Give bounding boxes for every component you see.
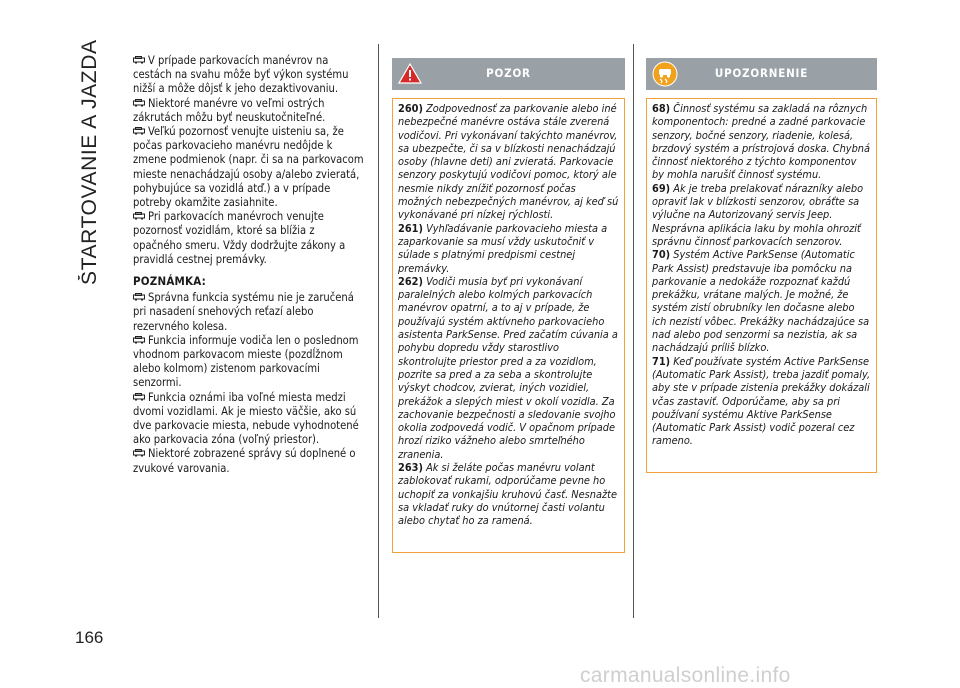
item-text: Ak je treba prelakovať nárazníky alebo opraviť lak v blízkosti senzorov, obráťte sa výlučne na Autorizovaný servis Jeep. Nesprávna aplikácia laku by mohla ohroziť správnu činnosť parkovacích senzorov. <box>652 181 864 248</box>
note-paragraph <box>133 391 365 448</box>
item-text: Zodpovednosť za parkovanie alebo iné nebezpečné manévre ostáva stále zverená vodičovi. Pri vykonávaní takýchto manévrov, sa ubezpečte, či sa v blízkosti nenachádzajú osoby (hlavne deti) ani zvieratá. Parkovacie senzory poskytujú vodičovi pomoc, ktorý ale nesmie nikdy znížiť pozornosť počas možných nebezpečných manévrov, aj keď sú vykonávané pri nízkej rýchlosti. <box>398 102 619 222</box>
upozornenie-box <box>646 98 877 473</box>
car-skid-icon <box>652 61 678 87</box>
warning-triangle-icon <box>398 63 422 84</box>
pozor-box <box>392 98 625 553</box>
paragraph <box>133 54 365 97</box>
car-bullet-icon <box>133 56 145 64</box>
item-number: 260) <box>398 102 423 115</box>
column-divider <box>378 44 379 618</box>
paragraph-text: Správna funkcia systému nie je zaručená pri nasadení snehových reťazí alebo rezervného kolesa. <box>133 291 354 333</box>
pozor-title: POZOR <box>486 66 531 80</box>
item-text: Ak si želáte počas manévru volant zablokovať rukami, odporúčame pevne ho uchopiť za vonkajšiu kruhovú časť. Nesnažte sa vkladať ruky do vnútornej časti volantu alebo chytať ho za ramená. <box>398 461 617 528</box>
upozornenie-header <box>646 58 877 90</box>
paragraph-text: Niektoré zobrazené správy sú doplnené o zvukové varovania. <box>133 447 356 475</box>
paragraph <box>133 125 365 210</box>
paragraph-text: Niektoré manévre vo veľmi ostrých zákrutách môžu byť neuskutočniteľné. <box>133 96 326 124</box>
item-number: 263) <box>398 461 423 475</box>
caution-item <box>652 248 871 354</box>
upozornenie-title: UPOZORNENIE <box>714 66 809 80</box>
item-number: 262) <box>398 274 423 288</box>
paragraph-text: Funkcia oznámi iba voľné miesta medzi dvomi vozidlami. Ak je miesto väčšie, ako sú dve parkovacie miesta, nebude vyhodnotené ako parkovacia zóna (voľný priestor). <box>133 390 359 447</box>
item-text: Vodiči musia byť pri vykonávaní paralelných alebo kolmých parkovacích manévrov opatrní, a to aj v prípade, že používajú systém aktívneho parkovacieho asistenta ParkSense. Pred začatím cúvania a pohybu dopredu vždy starostlivo skontrolujte priestor pred a za vozidlom, pozrite sa pred a za seba a skontrolujte výskyt chodcov, zvierat, iných vozidiel, prekážok a slepých miest v okolí vozidla. Za zachovanie bezpečnosti a sledovanie svojho okolia zodpovedá vodič. V opačnom prípade hrozí riziko vážneho alebo smrteľného zranenia. <box>398 274 618 461</box>
note-heading: POZNÁMKA: <box>133 274 207 289</box>
car-bullet-icon <box>133 99 145 107</box>
paragraph-text: Pri parkovacích manévroch venujte pozornosť vozidlám, ktoré sa blížia z opačného smeru. Vždy dodržujte zákony a pravidlá cestnej premávky. <box>133 210 346 266</box>
main-text-column <box>133 54 365 476</box>
watermark: carmanualsonline.info <box>580 664 791 687</box>
item-number: 70) <box>652 248 671 262</box>
pozor-header <box>392 58 625 90</box>
paragraph <box>133 210 365 267</box>
warning-item <box>398 461 619 527</box>
note-paragraph <box>133 291 365 334</box>
note-paragraph <box>133 447 365 475</box>
warning-item <box>398 102 619 222</box>
item-number: 261) <box>398 221 423 235</box>
warning-item <box>398 222 619 275</box>
paragraph <box>133 97 365 125</box>
car-bullet-icon <box>133 212 145 220</box>
column-divider <box>633 44 634 618</box>
caution-item <box>652 102 871 182</box>
item-text: Keď používate systém Active ParkSense (Automatic Park Assist), treba jazdiť pomaly, aby ste v prípade zistenia prekážky dokázali včas zastaviť. Odporúčame, aby sa pri používaní systému Aktive ParkSense (Automatic Park Assist) vodič pozeral cez rameno. <box>652 354 871 448</box>
item-number: 71) <box>652 354 671 368</box>
car-bullet-icon <box>133 449 145 457</box>
paragraph-text: Funkcia informuje vodiča len o poslednom vhodnom parkovacom mieste (pozdĺžnom alebo kolmom) zistenom parkovacími senzormi. <box>133 333 359 390</box>
note-paragraph <box>133 334 365 391</box>
car-bullet-icon <box>133 336 145 344</box>
page-number: 166 <box>75 628 104 647</box>
item-text: Systém Active ParkSense (Automatic Park Assist) predstavuje iba pomôcku na parkovanie a nedokáže rozpoznať každú prekážku, vrátane malých. Je možné, že systém zistí obrubníky len dočasne alebo ich nezistí vôbec. Prekážky nachádzajúce sa nad alebo pod senzormi sa nezistia, ak sa nachádzajú príliš blízko. <box>652 248 870 355</box>
car-bullet-icon <box>133 127 145 135</box>
paragraph-text: V prípade parkovacích manévrov na cestách na svahu môže byť výkon systému nižší a môže dôjsť k jeho dezaktivovaniu. <box>133 54 349 96</box>
car-bullet-icon <box>133 393 145 401</box>
caution-item <box>652 182 871 248</box>
item-number: 68) <box>652 102 671 115</box>
item-number: 69) <box>652 181 671 195</box>
item-text: Vyhľadávanie parkovacieho miesta a zaparkovanie sa musí vždy uskutočniť v súlade s platnými predpismi cestnej premávky. <box>398 221 608 275</box>
item-text: Činnosť systému sa zakladá na rôznych komponentoch: predné a zadné parkovacie senzory, bočné senzory, riadenie, kolesá, brzdový systém a prístrojová doska. Chybná činnosť niektorého z týchto komponentov by mohla narušiť činnosť systému. <box>652 102 871 182</box>
warning-item <box>398 275 619 461</box>
car-bullet-icon <box>133 293 145 301</box>
caution-item <box>652 355 871 448</box>
paragraph-text: Veľkú pozornosť venujte uisteniu sa, že počas parkovacieho manévru nedôjde k zmene podmienok (napr. či sa na parkovacom mieste nenachádzajú osoby a/alebo zvieratá, pohybujúce sa vozidlá atď.) a v prípade potreby okamžite zasiahnite. <box>133 125 364 210</box>
section-title: ŠTARTOVANIE A JAZDA <box>78 39 101 285</box>
